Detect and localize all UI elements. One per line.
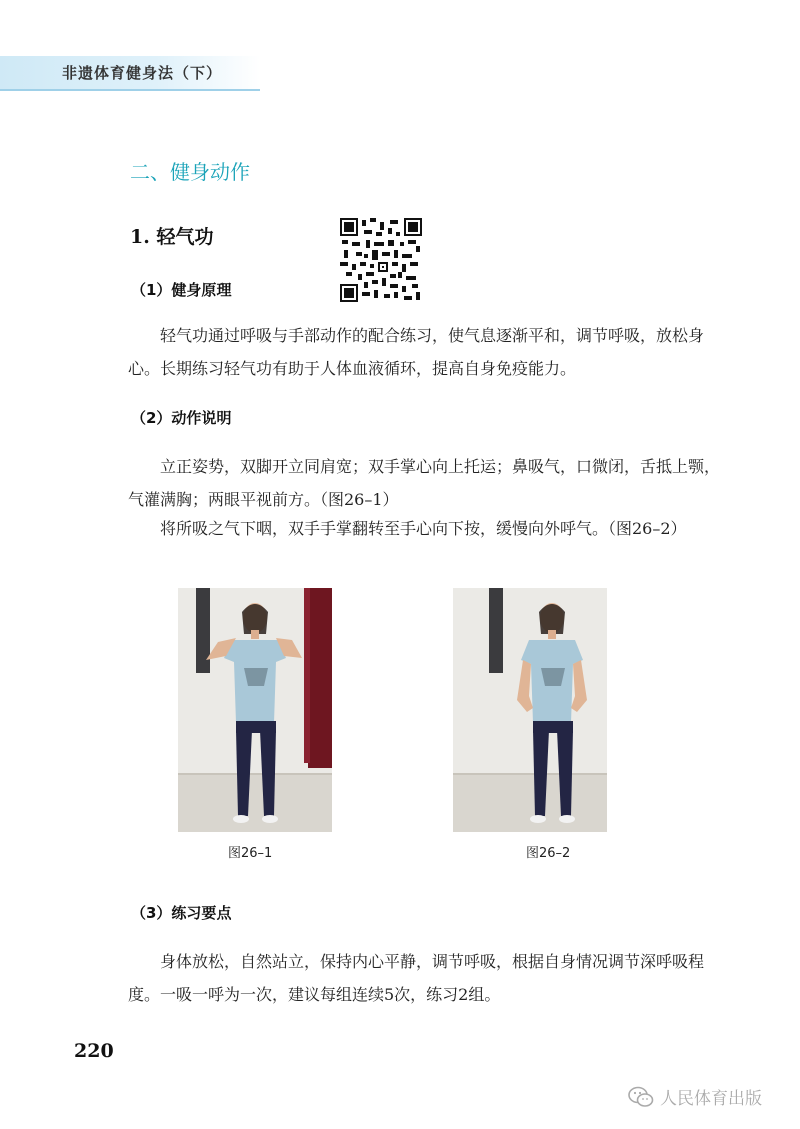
watermark-text: 人民体育出版 [660, 1089, 762, 1109]
header-rule [0, 89, 260, 91]
exercise-title: 1. 轻气功 [130, 226, 214, 248]
page-number: 220 [74, 1040, 114, 1062]
principle-text: 轻气功通过呼吸与手部动作的配合练习，使气息逐渐平和，调节呼吸，放松身心。长期练习轻气功有助于人体血液循环，提高自身免疫能力。 [128, 326, 705, 378]
key-points-text: 身体放松，自然站立，保持内心平静，调节呼吸，根据自身情况调节深呼吸程度。一吸一呼为一次，建议每组连续5次，练习2组。 [128, 952, 705, 1004]
description-heading: （2）动作说明 [131, 409, 232, 427]
figure-26-1-photo [178, 588, 332, 832]
watermark [628, 1084, 762, 1109]
figure-26-2-caption: 图26–2 [526, 846, 571, 861]
principle-heading: （1）健身原理 [131, 281, 232, 299]
key-points-heading: （3）练习要点 [131, 904, 232, 922]
figure-26-2-image [453, 588, 607, 832]
figure-26-2-photo [453, 588, 607, 832]
running-header: 非遗体育健身法（下） [62, 64, 223, 82]
description-text-1: 立正姿势，双脚开立同肩宽；双手掌心向上托运；鼻吸气，口微闭，舌抵上颚，气灌满胸；两眼平视前方。（图26–1） [128, 457, 721, 509]
description-text-2: 将所吸之气下咽，双手手掌翻转至手心向下按，缓慢向外呼气。（图26–2） [160, 519, 687, 538]
section-title: 二、健身动作 [130, 160, 250, 184]
qr-code [340, 218, 422, 302]
figure-26-1-caption: 图26–1 [228, 846, 273, 861]
wechat-icon [628, 1086, 654, 1108]
figure-26-1-image [178, 588, 332, 832]
